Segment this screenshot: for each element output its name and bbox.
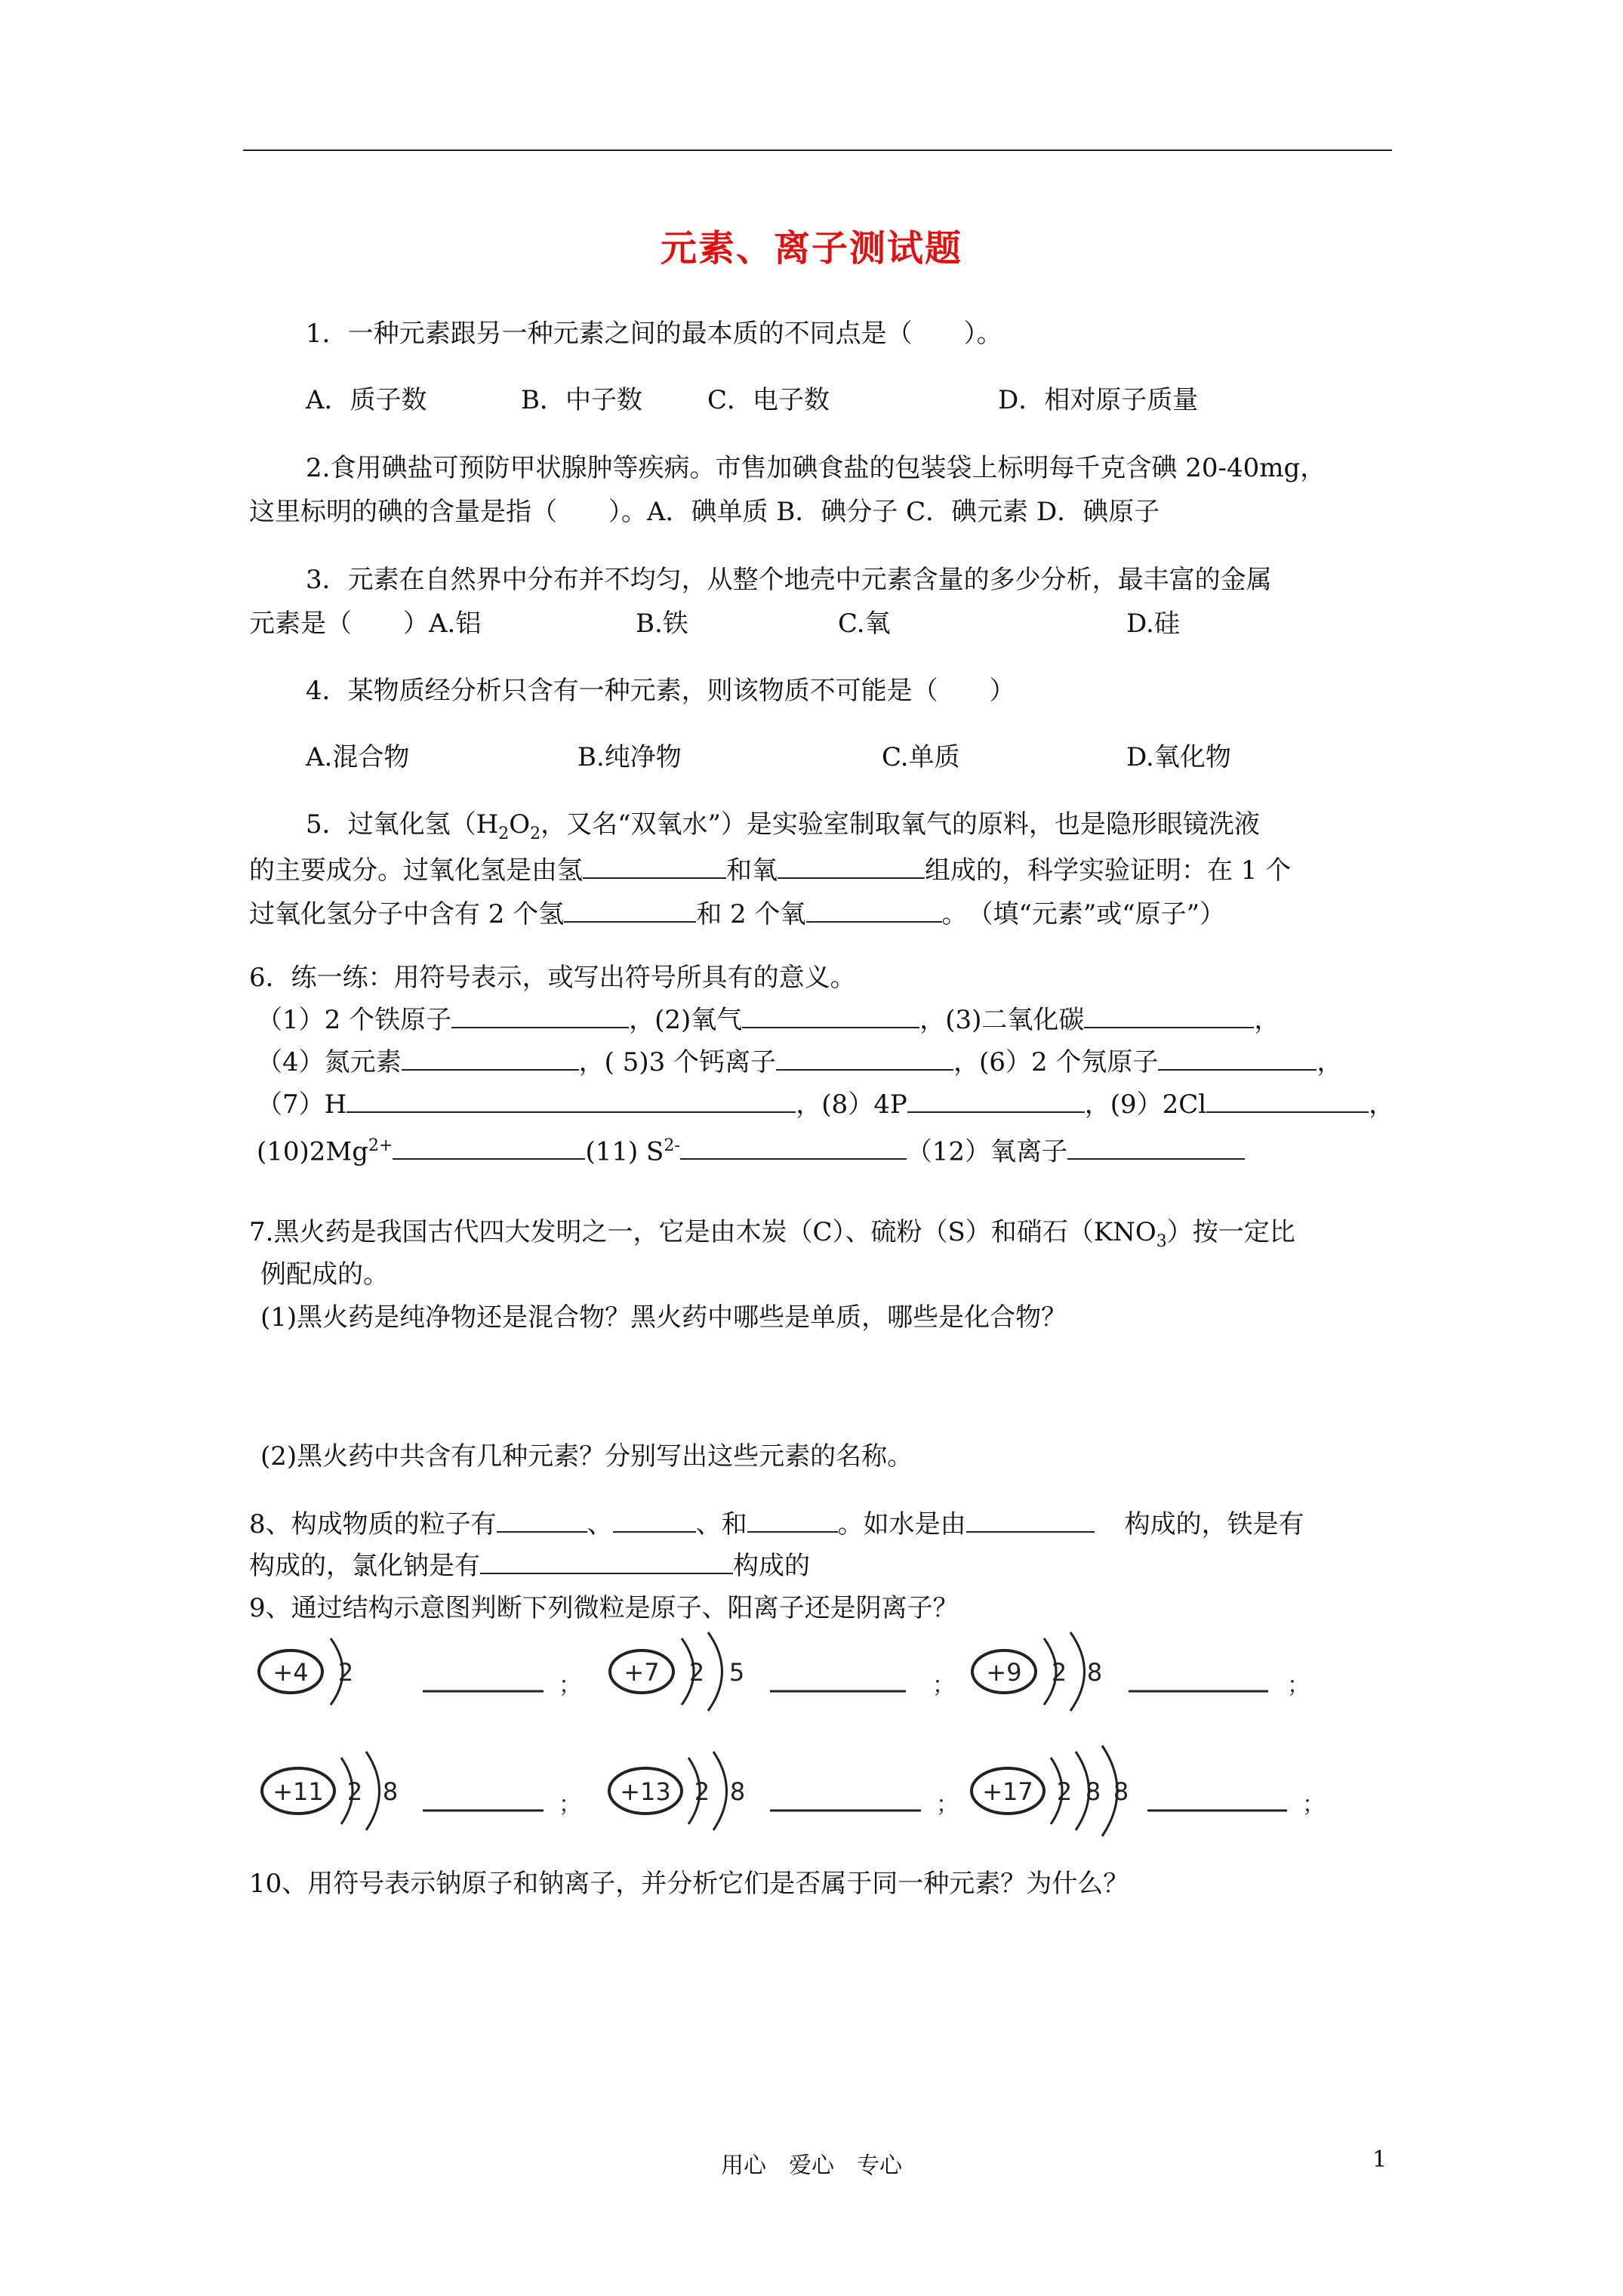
atom-diagram-be (259, 1638, 581, 1705)
q8-blank[interactable] (480, 1550, 733, 1574)
q5-subscript: 2 (498, 824, 510, 843)
q5-text: ，又名“双氧水”）是实验室制取氧气的原料，也是隐形眼镜洗液 (540, 809, 1260, 840)
q3-line1: 3．元素在自然界中分布并不均匀，从整个地壳中元素含量的多少分析，最丰富的金属 (306, 565, 1272, 595)
q5-line2 (249, 855, 1291, 886)
shell-arc (366, 1752, 380, 1830)
q6-text: (11) S (585, 1136, 664, 1167)
q6-text: （4）氮元素 (257, 1047, 402, 1077)
q6-blank[interactable] (680, 1136, 907, 1160)
q8-blank[interactable] (747, 1509, 838, 1533)
q1-option-d: D．相对原子质量 (998, 385, 1199, 415)
q6-text: ，( 5)3 个钙离子 (578, 1047, 777, 1077)
q4-option-a: A.混合物 (306, 742, 410, 772)
q4-option-d: D.氧化物 (1126, 742, 1231, 772)
separator: ； (932, 1672, 955, 1699)
q6-blank[interactable] (393, 1136, 585, 1160)
q6-blank[interactable] (776, 1046, 953, 1071)
q2-line1: 2.食用碘盐可预防甲状腺肿等疾病。市售加碘食盐的包装袋上标明每千克含碘 20-40mg， (306, 453, 1326, 483)
page-title: 元素、离子测试题 (660, 227, 962, 270)
q4-option-c: C.单质 (882, 742, 960, 772)
q10-stem: 10、用符号表示钠原子和钠离子，并分析它们是否属于同一种元素？为什么？ (249, 1869, 1129, 1899)
q6-blank[interactable] (451, 1004, 629, 1028)
q6-stem: 6．练一练：用符号表示，或写出符号所具有的意义。 (249, 963, 856, 993)
q1-option-a: A．质子数 (306, 385, 427, 415)
q8-text: 、和 (695, 1509, 747, 1539)
q5-blank-2[interactable] (778, 855, 925, 879)
q8-text: 、 (587, 1509, 613, 1539)
atom-diagram-n (610, 1632, 955, 1711)
shell-electrons: 2 (1051, 1658, 1067, 1687)
separator: ； (559, 1672, 581, 1699)
q5-text: 组成的，科学实验证明：在 1 个 (925, 855, 1292, 886)
q6-row-4 (257, 1131, 1245, 1166)
q5-text: 。 （填“元素”或“原子”） (941, 899, 1226, 929)
q6-text: ，(8）4P (796, 1089, 907, 1120)
q7-line2: 例配成的。 (260, 1259, 389, 1290)
atom-structure-diagrams (242, 1616, 1329, 1888)
header-rule (243, 149, 1392, 151)
q4-stem: 4．某物质经分析只含有一种元素，则该物质不可能是（ ） (306, 676, 1015, 706)
shell-electrons: 5 (728, 1658, 745, 1687)
q6-blank[interactable] (346, 1089, 796, 1113)
q6-text: ， (1369, 1089, 1395, 1120)
atom-diagram-na (262, 1752, 581, 1830)
q5-blank-4[interactable] (806, 898, 942, 923)
q1-stem: 1．一种元素跟另一种元素之间的最本质的不同点是（ ）。 (306, 319, 1002, 349)
shell-electrons: 8 (382, 1777, 399, 1806)
q6-text: ， (1317, 1047, 1343, 1077)
q6-text: （1）2 个铁原子 (257, 1005, 452, 1035)
separator: ； (1302, 1792, 1325, 1818)
q6-text: ， (1254, 1005, 1280, 1035)
shell-electrons: 2 (337, 1658, 354, 1687)
q5-blank-1[interactable] (583, 855, 726, 879)
q3-option-c: C.氧 (838, 609, 891, 639)
q3-option-d: D.硅 (1126, 609, 1180, 639)
q6-row-1 (257, 1004, 1280, 1035)
shell-electrons: 2 (688, 1658, 705, 1687)
q9-stem: 9、通过结构示意图判断下列微粒是原子、阳离子还是阴离子？ (249, 1593, 959, 1623)
q6-blank[interactable] (1206, 1089, 1369, 1113)
q7-line1 (249, 1217, 1295, 1257)
q6-blank[interactable] (1084, 1004, 1254, 1028)
q8-text: 构成的 (733, 1551, 810, 1581)
q5-text: 过氧化氢分子中含有 2 个氢 (249, 899, 565, 929)
atom-diagram-f (972, 1632, 1310, 1711)
q8-blank[interactable] (966, 1509, 1095, 1533)
nucleus-charge: +4 (273, 1658, 309, 1687)
atom-diagram-al (609, 1752, 959, 1830)
q6-text: ，(2)氧气 (629, 1005, 743, 1035)
nucleus-charge: +7 (624, 1658, 660, 1687)
shell-electrons: 8 (729, 1777, 746, 1806)
q8-text: 。如水是由 (837, 1509, 966, 1539)
shell-electrons: 8 (1086, 1658, 1103, 1687)
nucleus-charge: +13 (620, 1777, 671, 1806)
q6-text: ，(6）2 个氖原子 (953, 1047, 1159, 1077)
separator: ； (936, 1792, 959, 1818)
q8-blank[interactable] (613, 1509, 696, 1533)
q7-text: 7.黑火药是我国古代四大发明之一，它是由木炭（C）、硫粉（S）和硝石（KNO (249, 1217, 1156, 1247)
separator: ； (1287, 1672, 1310, 1699)
q5-text: O (509, 809, 531, 840)
q8-text: 构成的，铁是有 (1124, 1509, 1304, 1539)
q8-text: 构成的，氯化钠是有 (249, 1551, 480, 1581)
q8-text: 8、构成物质的粒子有 (249, 1509, 497, 1539)
q6-blank[interactable] (1158, 1046, 1317, 1071)
q4-option-b: B.纯净物 (577, 742, 682, 772)
shell-electrons: 2 (1056, 1777, 1073, 1806)
nucleus-charge: +11 (273, 1777, 324, 1806)
q5-text: 的主要成分。过氧化氢是由氢 (249, 855, 583, 886)
q2-line2: 这里标明的碘的含量是指（ ）。A．碘单质 B．碘分子 C．碘元素 D．碘原子 (249, 497, 1160, 527)
shell-electrons: 2 (694, 1777, 710, 1806)
separator: ； (559, 1792, 581, 1818)
atom-diagram-cl (972, 1746, 1325, 1836)
q7-part1: (1)黑火药是纯净物还是混合物？黑火药中哪些是单质，哪些是化合物？ (260, 1302, 1067, 1333)
q5-text: 5．过氧化氢（H (306, 809, 499, 840)
q5-text: 和氧 (726, 855, 778, 886)
shell-arc (713, 1752, 727, 1830)
shell-electrons: 2 (346, 1777, 363, 1806)
q6-row-3 (257, 1089, 1394, 1120)
q7-text: ）按一定比 (1166, 1217, 1295, 1247)
q6-text: ，(9）2Cl (1084, 1089, 1207, 1120)
q6-text: （12）氧离子 (906, 1136, 1068, 1167)
shell-electrons: 8 (1085, 1777, 1101, 1806)
shell-arc (1070, 1632, 1085, 1711)
q6-text: (10)2Mg (257, 1136, 369, 1167)
q6-superscript: 2- (664, 1136, 680, 1155)
q7-part2: (2)黑火药中共含有几种元素？分别写出这些元素的名称。 (260, 1441, 913, 1472)
q6-blank[interactable] (1067, 1136, 1245, 1160)
page-number: 1 (1372, 2147, 1387, 2173)
q5-line3 (249, 898, 1225, 929)
q1-option-b: B．中子数 (521, 385, 642, 415)
nucleus-charge: +17 (982, 1777, 1033, 1806)
q8-blank[interactable] (497, 1509, 587, 1533)
q3-line2-prefix: 元素是（ ）A.铝 (249, 609, 482, 639)
q6-blank[interactable] (907, 1089, 1085, 1113)
q5-text: 和 2 个氧 (696, 899, 806, 929)
q6-text: ，(3)二氧化碳 (919, 1005, 1085, 1035)
q6-superscript: 2+ (368, 1136, 393, 1155)
q8-line2 (249, 1550, 810, 1581)
nucleus-charge: +9 (986, 1658, 1022, 1687)
q6-text: （7）H (257, 1089, 347, 1120)
footer-motto: 用心 爱心 专心 (721, 2153, 902, 2179)
q5-line1 (306, 809, 1260, 849)
q3-option-b: B.铁 (636, 609, 688, 639)
q5-blank-3[interactable] (564, 898, 696, 923)
shell-electrons: 8 (1113, 1777, 1129, 1806)
shell-arc (708, 1632, 722, 1711)
q6-blank[interactable] (402, 1046, 579, 1071)
q7-subscript: 3 (1156, 1231, 1167, 1251)
q1-option-c: C．电子数 (707, 385, 830, 415)
q8-line1 (249, 1509, 1304, 1539)
q6-row-2 (257, 1046, 1342, 1077)
q5-subscript: 2 (530, 824, 541, 843)
q6-blank[interactable] (742, 1004, 919, 1028)
